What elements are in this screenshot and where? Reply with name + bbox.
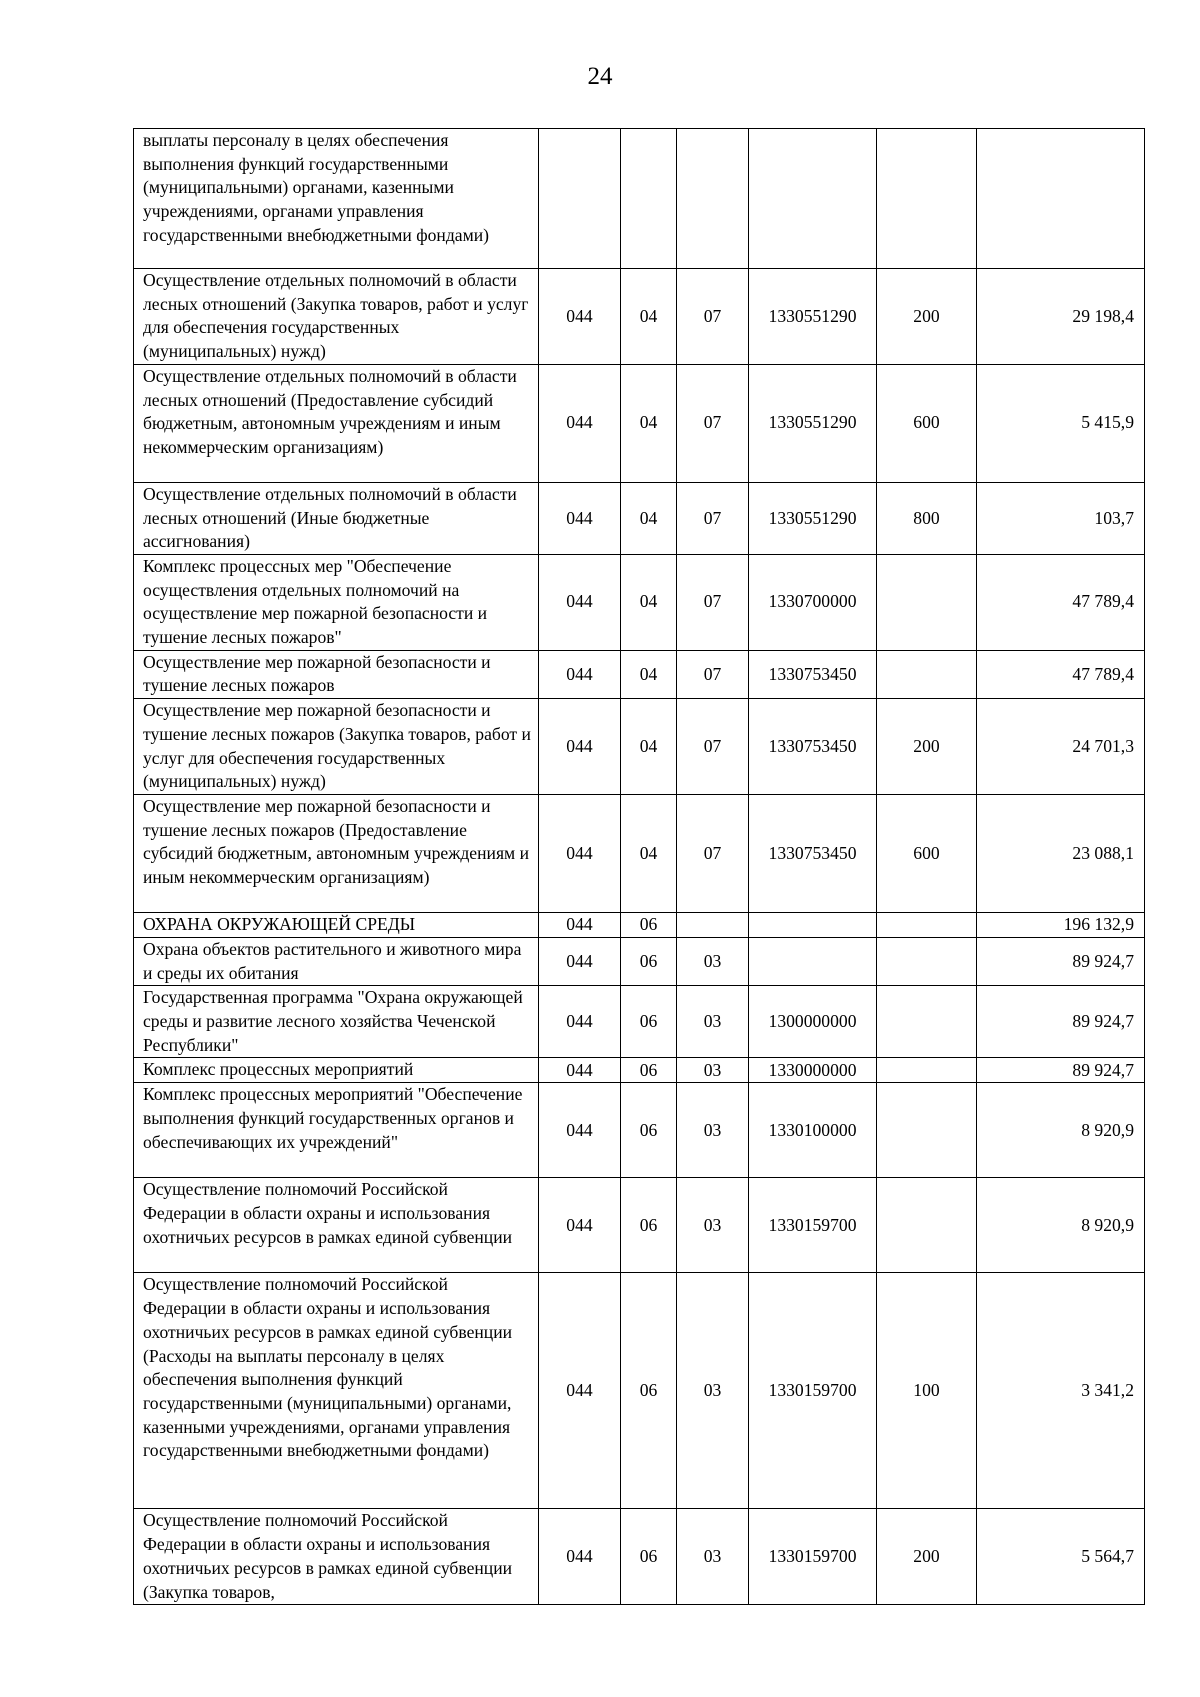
- table-row: [134, 129, 1145, 269]
- cell-expense-type: 600: [877, 364, 977, 482]
- cell-grbs: 044: [539, 1058, 621, 1083]
- cell-grbs: 044: [539, 650, 621, 698]
- table-row: [134, 937, 1145, 985]
- cell-amount: 89 924,7: [977, 1058, 1145, 1083]
- row-name: ОХРАНА ОКРУЖАЮЩЕЙ СРЕДЫ: [134, 912, 539, 937]
- cell-target-article: 1330551290: [749, 364, 877, 482]
- cell-amount: 8 920,9: [977, 1083, 1145, 1178]
- table-row: [134, 699, 1145, 795]
- table-row: [134, 794, 1145, 912]
- cell-target-article: 1330753450: [749, 794, 877, 912]
- cell-section: 06: [621, 1273, 677, 1509]
- cell-amount: 3 341,2: [977, 1273, 1145, 1509]
- cell-expense-type: 100: [877, 1273, 977, 1509]
- cell-target-article: 1330000000: [749, 1058, 877, 1083]
- cell-subsection: 07: [677, 554, 749, 650]
- cell-section: 04: [621, 794, 677, 912]
- table-row: [134, 1509, 1145, 1605]
- table-row: [134, 1273, 1145, 1509]
- cell-amount: [977, 129, 1145, 269]
- cell-subsection: 07: [677, 650, 749, 698]
- cell-expense-type: [877, 1083, 977, 1178]
- cell-subsection: 03: [677, 1509, 749, 1605]
- cell-section: 04: [621, 364, 677, 482]
- table-row: [134, 1058, 1145, 1083]
- cell-amount: 23 088,1: [977, 794, 1145, 912]
- cell-section: 06: [621, 937, 677, 985]
- row-name: Осуществление мер пожарной безопасности и тушение лесных пожаров: [134, 650, 539, 698]
- cell-subsection: 07: [677, 269, 749, 365]
- cell-section: 04: [621, 650, 677, 698]
- cell-expense-type: [877, 554, 977, 650]
- cell-section: 06: [621, 986, 677, 1058]
- row-name: Осуществление полномочий Российской Федерации в области охраны и использования охотничьих ресурсов в рамках единой субвенции (Расходы на выплаты персоналу в целях обеспечения выполнения функций государственными (муниципальными) органами, казенными учреждениями, органами управления государственными внебюджетными фондами): [134, 1273, 539, 1509]
- cell-expense-type: 200: [877, 269, 977, 365]
- cell-section: 06: [621, 1058, 677, 1083]
- cell-target-article: 1330700000: [749, 554, 877, 650]
- cell-amount: 89 924,7: [977, 986, 1145, 1058]
- cell-expense-type: 600: [877, 794, 977, 912]
- cell-grbs: 044: [539, 482, 621, 554]
- cell-amount: 24 701,3: [977, 699, 1145, 795]
- row-name: Комплекс процессных мероприятий: [134, 1058, 539, 1083]
- cell-expense-type: [877, 1058, 977, 1083]
- cell-expense-type: 800: [877, 482, 977, 554]
- cell-target-article: 1300000000: [749, 986, 877, 1058]
- cell-subsection: 03: [677, 986, 749, 1058]
- cell-section: 06: [621, 1083, 677, 1178]
- table-row: [134, 1083, 1145, 1178]
- cell-grbs: 044: [539, 554, 621, 650]
- cell-amount: 5 415,9: [977, 364, 1145, 482]
- cell-expense-type: [877, 937, 977, 985]
- cell-grbs: 044: [539, 699, 621, 795]
- cell-target-article: 1330753450: [749, 650, 877, 698]
- row-name: выплаты персоналу в целях обеспечения выполнения функций государственными (муниципальными) органами, казенными учреждениями, органами управления государственными внебюджетными фондами): [134, 129, 539, 269]
- cell-grbs: 044: [539, 986, 621, 1058]
- cell-section: 04: [621, 482, 677, 554]
- cell-grbs: 044: [539, 912, 621, 937]
- cell-target-article: 1330100000: [749, 1083, 877, 1178]
- cell-target-article: 1330753450: [749, 699, 877, 795]
- cell-expense-type: [877, 986, 977, 1058]
- table-row: [134, 1178, 1145, 1273]
- cell-subsection: 03: [677, 1058, 749, 1083]
- cell-section: 06: [621, 912, 677, 937]
- cell-grbs: 044: [539, 1273, 621, 1509]
- cell-expense-type: [877, 650, 977, 698]
- cell-section: 06: [621, 1509, 677, 1605]
- row-name: Осуществление отдельных полномочий в области лесных отношений (Иные бюджетные ассигнования): [134, 482, 539, 554]
- cell-target-article: [749, 129, 877, 269]
- cell-target-article: [749, 937, 877, 985]
- cell-target-article: 1330551290: [749, 269, 877, 365]
- cell-grbs: 044: [539, 1509, 621, 1605]
- cell-amount: 103,7: [977, 482, 1145, 554]
- cell-expense-type: [877, 1178, 977, 1273]
- cell-target-article: 1330159700: [749, 1509, 877, 1605]
- cell-amount: 5 564,7: [977, 1509, 1145, 1605]
- table-row: [134, 482, 1145, 554]
- row-name: Государственная программа "Охрана окружающей среды и развитие лесного хозяйства Чеченской Республики": [134, 986, 539, 1058]
- cell-grbs: 044: [539, 364, 621, 482]
- cell-amount: 89 924,7: [977, 937, 1145, 985]
- cell-subsection: [677, 912, 749, 937]
- table-row: [134, 912, 1145, 937]
- cell-target-article: 1330159700: [749, 1273, 877, 1509]
- cell-expense-type: [877, 129, 977, 269]
- row-name: Осуществление мер пожарной безопасности и тушение лесных пожаров (Предоставление субсидий бюджетным, автономным учреждениям и иным некоммерческим организациям): [134, 794, 539, 912]
- row-name: Осуществление полномочий Российской Федерации в области охраны и использования охотничьих ресурсов в рамках единой субвенции (Закупка товаров,: [134, 1509, 539, 1605]
- row-name: Осуществление мер пожарной безопасности и тушение лесных пожаров (Закупка товаров, работ и услуг для обеспечения государственных (муниципальных) нужд): [134, 699, 539, 795]
- budget-table: [133, 128, 1145, 1605]
- cell-subsection: 03: [677, 937, 749, 985]
- cell-section: 04: [621, 699, 677, 795]
- cell-section: [621, 129, 677, 269]
- cell-subsection: [677, 129, 749, 269]
- cell-section: 04: [621, 269, 677, 365]
- cell-amount: 29 198,4: [977, 269, 1145, 365]
- cell-section: 06: [621, 1178, 677, 1273]
- cell-amount: 47 789,4: [977, 650, 1145, 698]
- cell-target-article: 1330551290: [749, 482, 877, 554]
- cell-subsection: 03: [677, 1178, 749, 1273]
- row-name: Комплекс процессных мер "Обеспечение осуществления отдельных полномочий на осуществление мер пожарной безопасности и тушение лесных пожаров": [134, 554, 539, 650]
- cell-expense-type: 200: [877, 699, 977, 795]
- cell-subsection: 03: [677, 1273, 749, 1509]
- row-name: Осуществление отдельных полномочий в области лесных отношений (Предоставление субсидий бюджетным, автономным учреждениям и иным некоммерческим организациям): [134, 364, 539, 482]
- cell-amount: 47 789,4: [977, 554, 1145, 650]
- cell-amount: 196 132,9: [977, 912, 1145, 937]
- table-row: [134, 986, 1145, 1058]
- cell-amount: 8 920,9: [977, 1178, 1145, 1273]
- cell-expense-type: [877, 912, 977, 937]
- table-row: [134, 364, 1145, 482]
- row-name: Осуществление полномочий Российской Федерации в области охраны и использования охотничьих ресурсов в рамках единой субвенции: [134, 1178, 539, 1273]
- row-name: Комплекс процессных мероприятий "Обеспечение выполнения функций государственных органов и обеспечивающих их учреждений": [134, 1083, 539, 1178]
- cell-subsection: 07: [677, 699, 749, 795]
- cell-subsection: 03: [677, 1083, 749, 1178]
- cell-target-article: 1330159700: [749, 1178, 877, 1273]
- table-row: [134, 269, 1145, 365]
- cell-grbs: 044: [539, 937, 621, 985]
- table-row: [134, 554, 1145, 650]
- cell-grbs: 044: [539, 794, 621, 912]
- cell-target-article: [749, 912, 877, 937]
- row-name: Осуществление отдельных полномочий в области лесных отношений (Закупка товаров, работ и услуг для обеспечения государственных (муниципальных) нужд): [134, 269, 539, 365]
- cell-expense-type: 200: [877, 1509, 977, 1605]
- table-row: [134, 650, 1145, 698]
- cell-subsection: 07: [677, 364, 749, 482]
- cell-grbs: 044: [539, 1083, 621, 1178]
- cell-subsection: 07: [677, 482, 749, 554]
- cell-section: 04: [621, 554, 677, 650]
- row-name: Охрана объектов растительного и животного мира и среды их обитания: [134, 937, 539, 985]
- cell-subsection: 07: [677, 794, 749, 912]
- cell-grbs: [539, 129, 621, 269]
- cell-grbs: 044: [539, 269, 621, 365]
- cell-grbs: 044: [539, 1178, 621, 1273]
- page-number: 24: [587, 63, 613, 90]
